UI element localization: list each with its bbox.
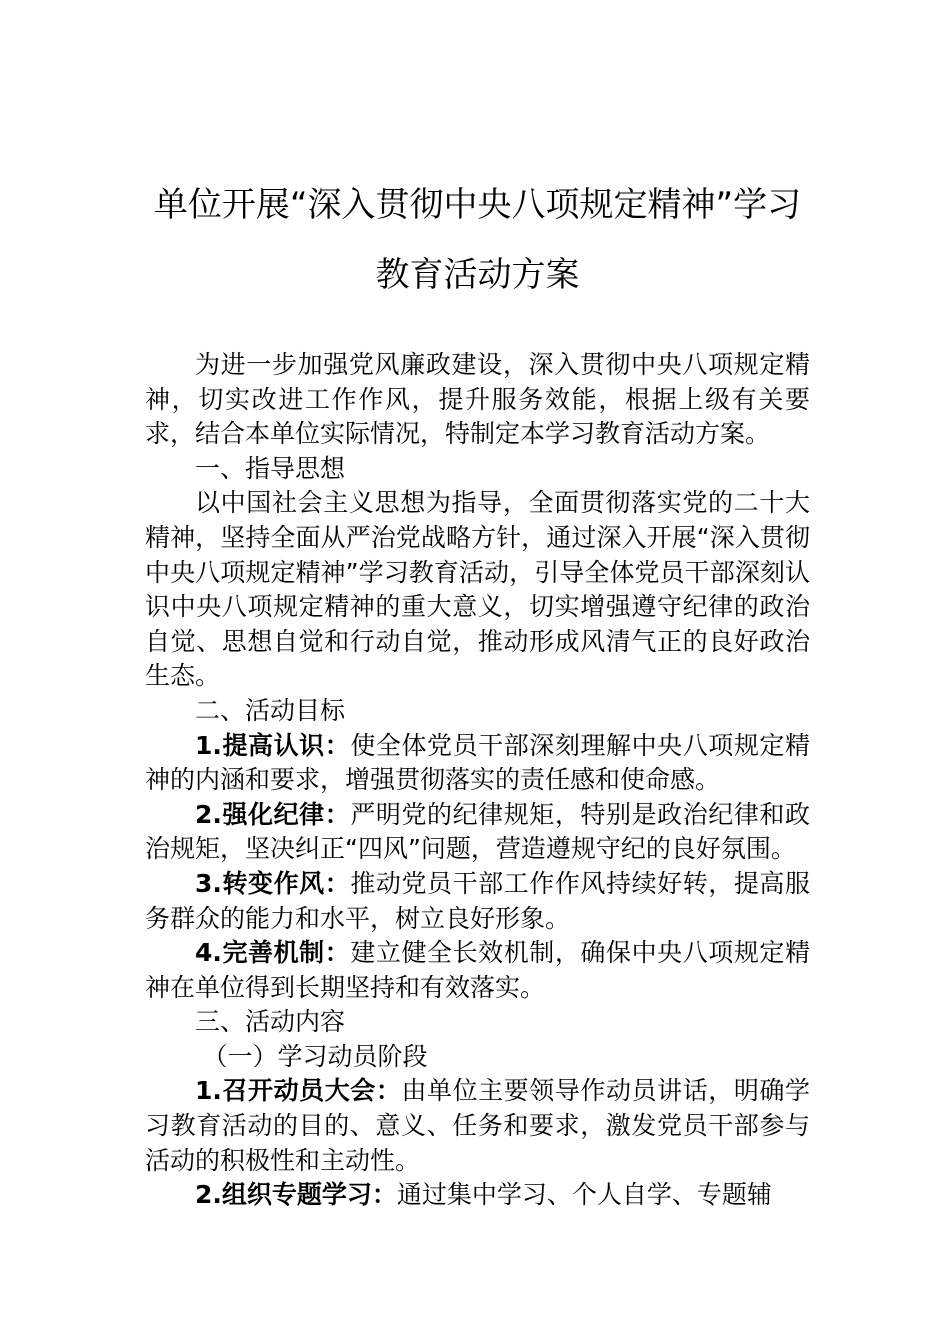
goal-item (145, 867, 810, 936)
document-page (145, 170, 810, 1213)
goal-item-text: 严明党的纪律规矩，特别是政治纪律和政治规矩，坚决纠正“四风”问题，营造遵规守纪的良好氛围。 (145, 799, 810, 864)
section-2-heading: 二、活动目标 (195, 695, 346, 725)
content-item-text: 通过集中学习、个人自学、专题辅 (396, 1180, 772, 1210)
goal-item (145, 936, 810, 1005)
title-line-2: 教育活动方案 (375, 255, 580, 295)
content-item-text: 由单位主要领导作动员讲话，明确学习教育活动的目的、意义、任务和要求，激发党员干部参与活动的积极性和主动性。 (145, 1076, 810, 1175)
goal-item-text: 使全体党员干部深刻理解中央八项规定精神的内涵和要求，增强贯彻落实的责任感和使命感。 (145, 730, 810, 795)
goal-item-lead: 1.提高认识： (195, 730, 351, 760)
goal-item-text: 推动党员干部工作作风持续好转，提高服务群众的能力和水平，树立良好形象。 (145, 868, 810, 933)
goal-item (145, 798, 810, 867)
content-item (145, 1178, 810, 1213)
document-title (145, 170, 810, 310)
content-item-lead: 2.组织专题学习： (195, 1180, 397, 1210)
goal-item-lead: 2.强化纪律： (195, 799, 351, 829)
subsection-1-heading: （一）学习动员阶段 (202, 1041, 428, 1071)
content-item (145, 1074, 810, 1178)
goal-item-text: 建立健全长效机制，确保中央八项规定精神在单位得到长期坚持和有效落实。 (145, 938, 810, 1002)
goal-item (145, 729, 810, 798)
content-item-lead: 1.召开动员大会： (195, 1076, 402, 1106)
intro-paragraph: 为进一步加强党风廉政建设，深入贯彻中央八项规定精神，切实改进工作作风，提升服务效能，根据上级有关要求，结合本单位实际情况，特制定本学习教育活动方案。 (145, 350, 810, 449)
section-3-heading: 三、活动内容 (195, 1007, 346, 1037)
section-1-text: 以中国社会主义思想为指导，全面贯彻落实党的二十大精神，坚持全面从严治党战略方针，通过深入开展“深入贯彻中央八项规定精神”学习教育活动，引导全体党员干部深刻认识中央八项规定精神的重大意义，切实增强遵守纪律的政治自觉、思想自觉和行动自觉，推动形成风清气正的良好政治生态。 (145, 488, 810, 691)
goal-item-lead: 4.完善机制： (195, 938, 351, 968)
title-line-1: 单位开展“深入贯彻中央八项规定精神”学习 (153, 185, 802, 225)
goal-item-lead: 3.转变作风： (195, 868, 351, 898)
section-1-heading: 一、指导思想 (195, 453, 346, 483)
